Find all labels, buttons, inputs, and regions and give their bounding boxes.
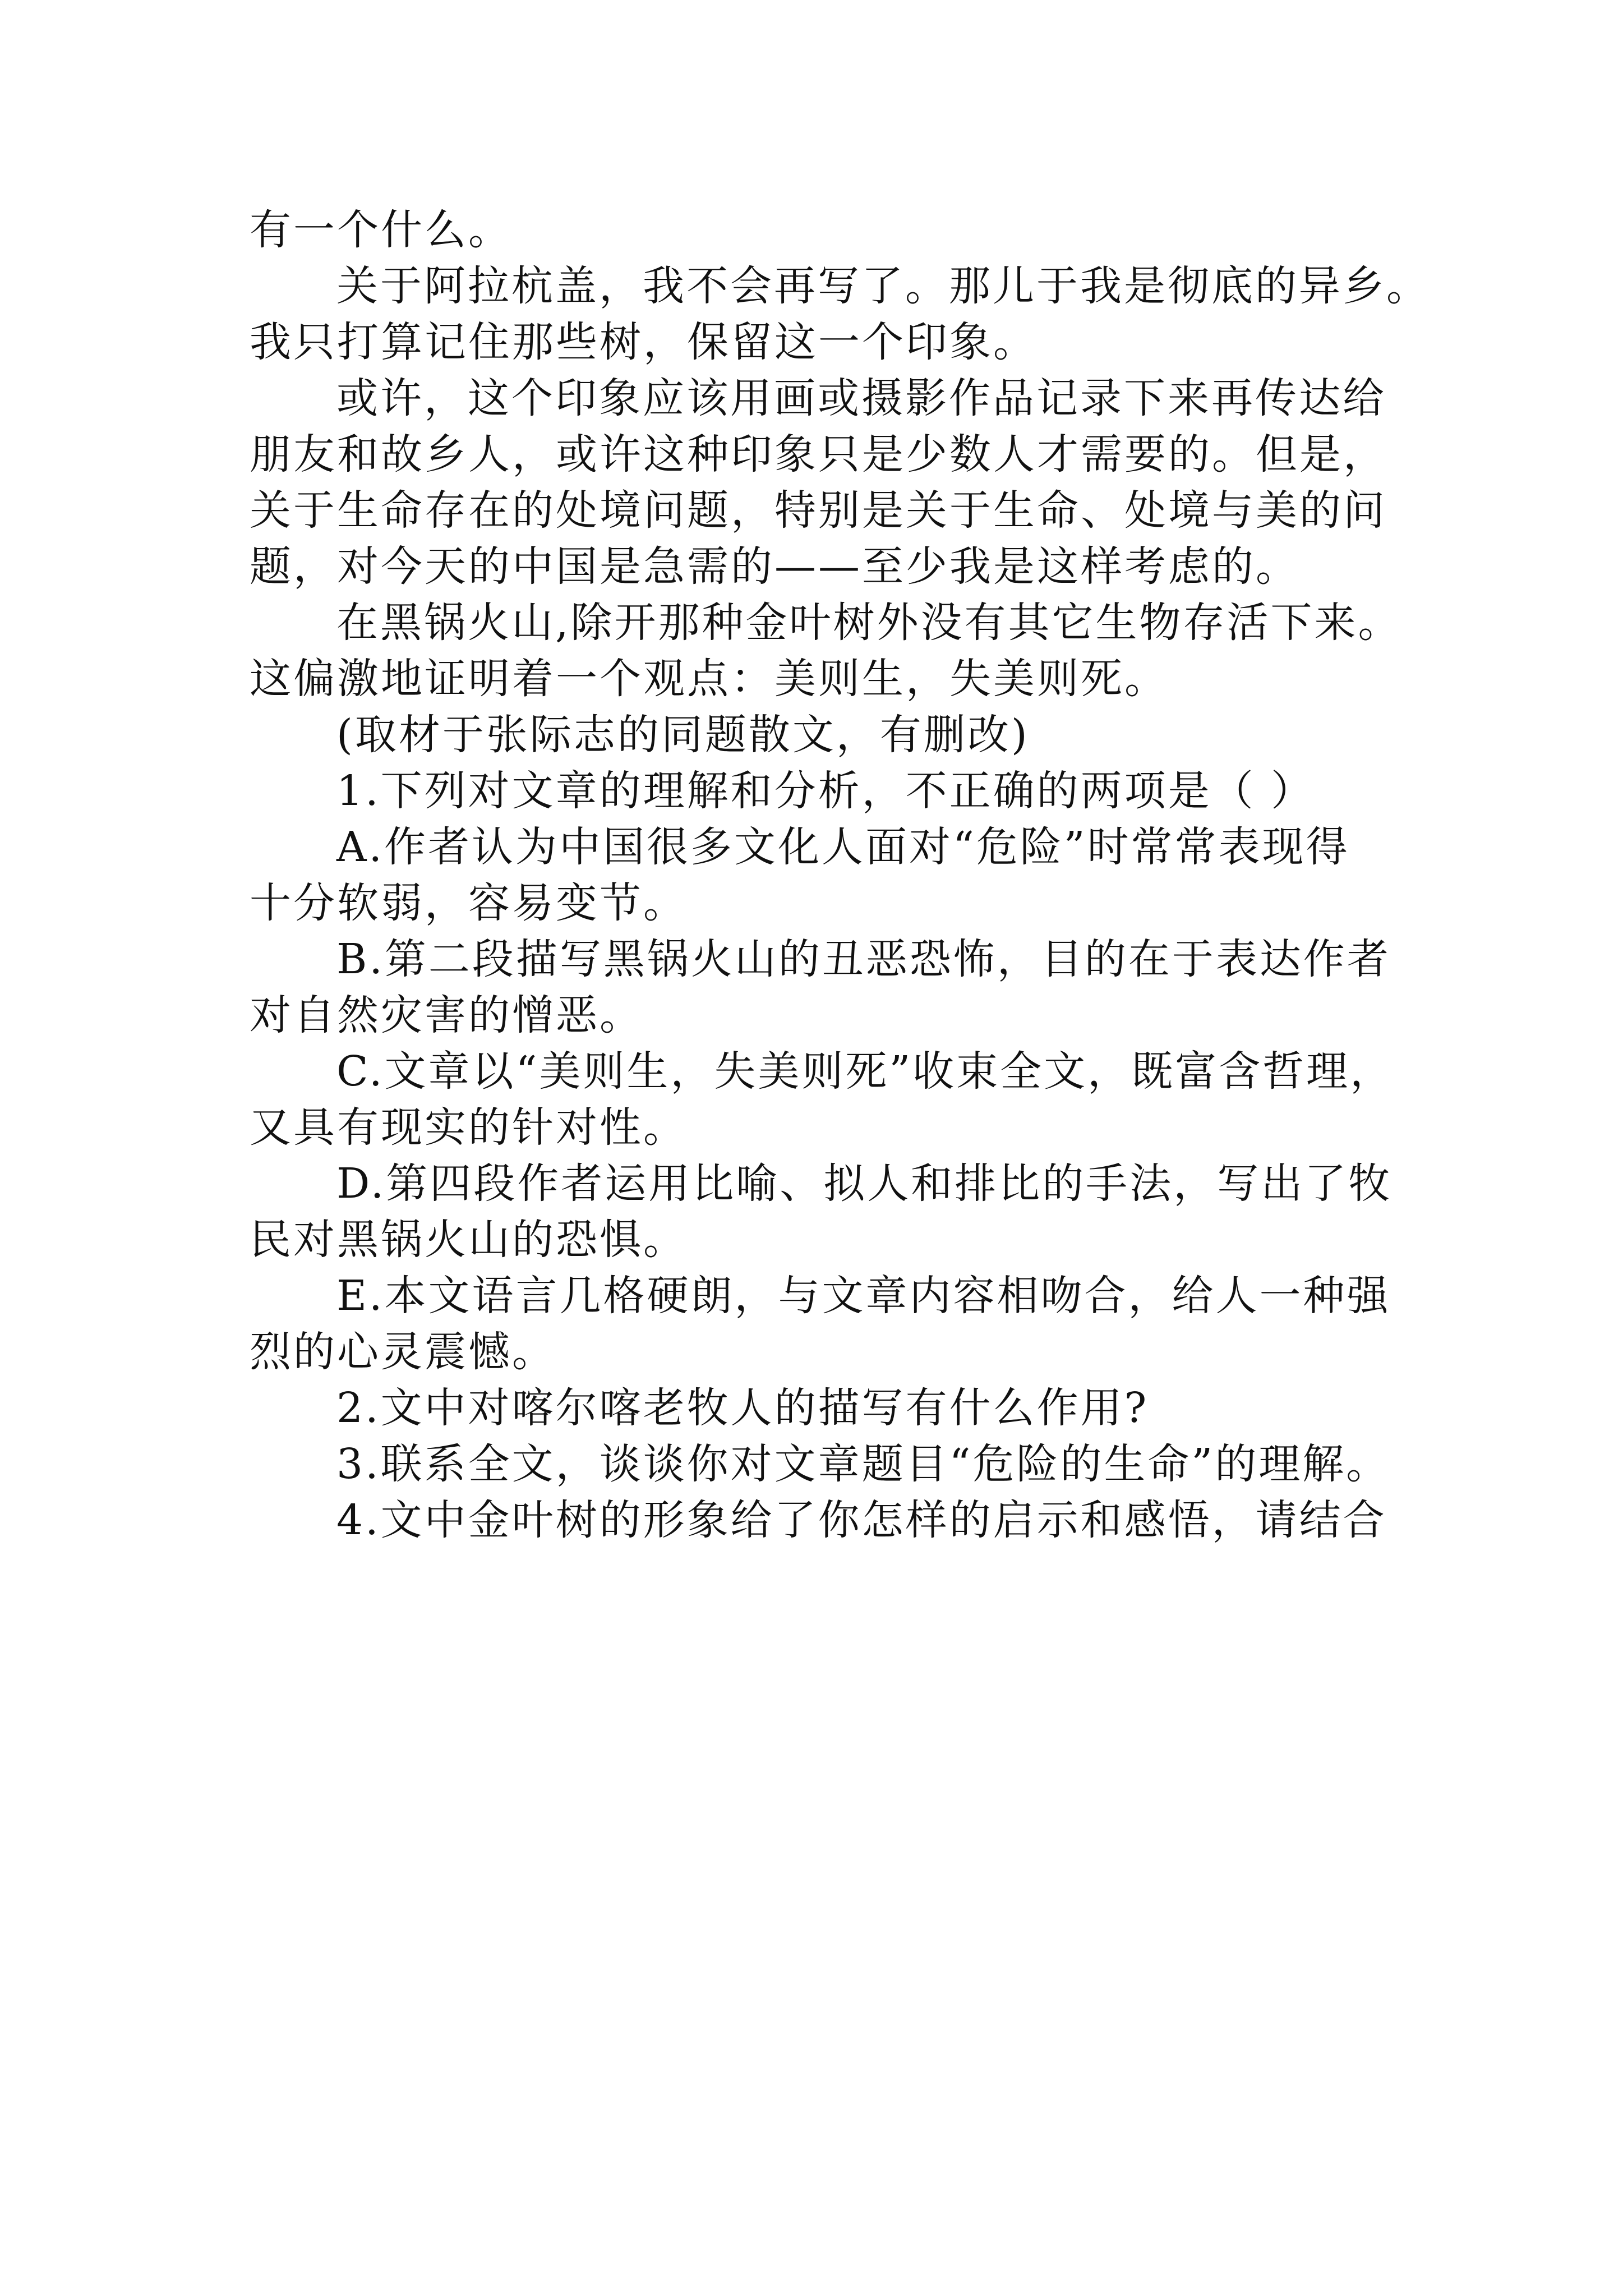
question-2: 2.文中对喀尔喀老牧人的描写有什么作用? <box>336 1384 1149 1432</box>
option-c-continued: 又具有现实的针对性。 <box>250 1103 687 1152</box>
option-b: B.第二段描写黑锅火山的丑恶恐怖，目的在于表达作者 <box>336 935 1391 983</box>
option-b-continued: 对自然灾害的憎恶。 <box>250 991 643 1039</box>
text-line: 在黑锅火山,除开那种金叶树外没有其它生物存活下来。 <box>336 599 1402 647</box>
text-line: 关于阿拉杭盖，我不会再写了。那儿于我是彻底的异乡。 <box>336 262 1430 310</box>
option-d-continued: 民对黑锅火山的恐惧。 <box>250 1216 687 1264</box>
question-3: 3.联系全文，谈谈你对文章题目“危险的生命”的理解。 <box>336 1440 1390 1488</box>
option-a-continued: 十分软弱，容易变节。 <box>250 879 687 927</box>
option-a: A.作者认为中国很多文化人面对“危险”时常常表现得 <box>336 823 1350 871</box>
question-4: 4.文中金叶树的形象给了你怎样的启示和感悟，请结合 <box>336 1496 1387 1544</box>
text-line: 或许，这个印象应该用画或摄影作品记录下来再传达给 <box>336 374 1386 422</box>
document-body <box>250 202 1430 1548</box>
option-d: D.第四段作者运用比喻、拟人和排比的手法，写出了牧 <box>336 1159 1393 1208</box>
text-line: 题，对今天的中国是急需的——至少我是这样考虑的。 <box>250 542 1299 591</box>
text-line: 我只打算记住那些树，保留这一个印象。 <box>250 318 1037 366</box>
question-1: 1.下列对文章的理解和分析，不正确的两项是（ ） <box>336 767 1315 815</box>
text-line: 这偏激地证明着一个观点：美则生，失美则死。 <box>250 655 1168 703</box>
source-note: (取材于张际志的同题散文，有删改) <box>336 711 1030 759</box>
option-e-continued: 烈的心灵震憾。 <box>250 1328 556 1376</box>
text-line: 朋友和故乡人，或许这种印象只是少数人才需要的。但是， <box>250 430 1387 478</box>
text-line: 关于生命存在的处境问题，特别是关于生命、处境与美的问 <box>250 486 1387 535</box>
option-c: C.文章以“美则生，失美则死”收束全文，既富含哲理， <box>336 1047 1394 1096</box>
text-line: 有一个什么。 <box>250 206 512 254</box>
option-e: E.本文语言几格硬朗，与文章内容相吻合，给人一种强 <box>336 1272 1391 1320</box>
